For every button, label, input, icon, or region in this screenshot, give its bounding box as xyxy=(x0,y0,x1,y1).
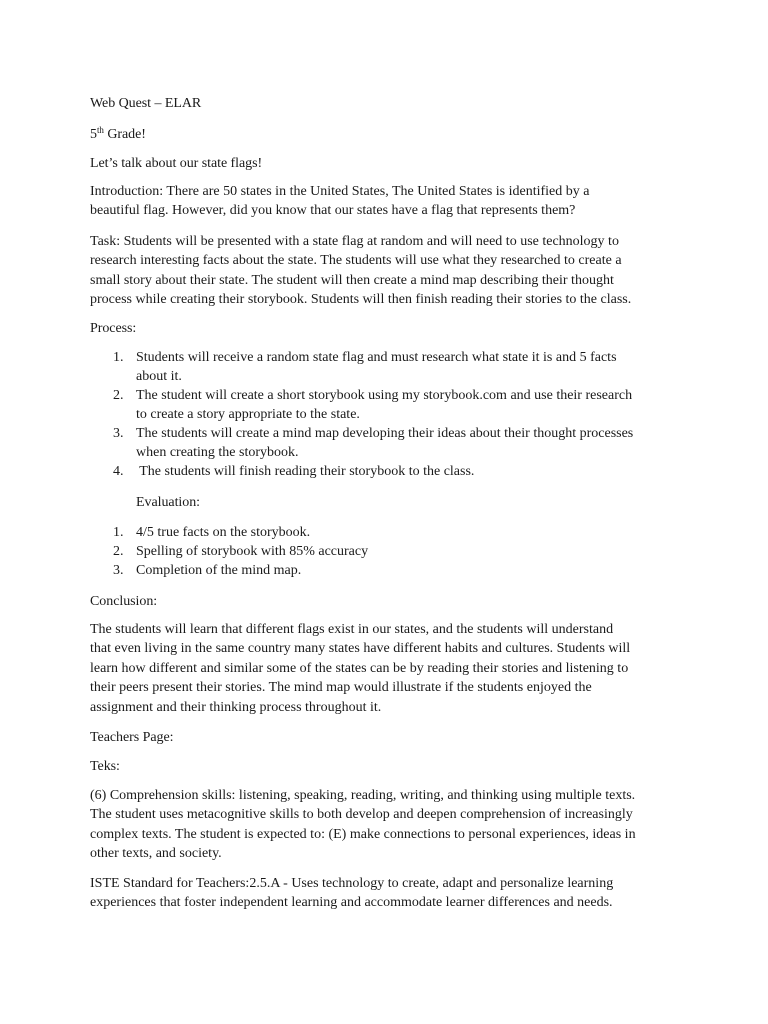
list-item-text: The students will create a mind map developing their ideas about their thought processes xyxy=(136,426,634,441)
introduction-line: Introduction: There are 50 states in the United States, The United States is identified by a xyxy=(90,184,590,199)
list-item-text: The students will finish reading their storybook to the class. xyxy=(136,464,475,479)
task-line: process while creating their storybook. Students will then finish reading their stories to the class. xyxy=(90,292,632,308)
conclusion-paragraph xyxy=(90,620,690,717)
list-number: 3. xyxy=(113,563,124,578)
iste-paragraph xyxy=(90,874,690,913)
list-item-text: 4/5 true facts on the storybook. xyxy=(136,525,311,540)
list-item xyxy=(90,561,690,580)
teks-line: other texts, and society. xyxy=(90,846,222,862)
teks-heading: Teks: xyxy=(90,759,120,774)
teks-line: The student uses metacognitive skills to both develop and deepen comprehension of increasingly xyxy=(90,807,633,823)
grade-word: Grade! xyxy=(107,127,146,142)
process-heading: Process: xyxy=(90,321,137,336)
teachers-page-heading: Teachers Page: xyxy=(90,730,174,745)
list-item-text: to create a story appropriate to the state. xyxy=(136,407,360,422)
task-line: research interesting facts about the state. The students will use what they researched to create a xyxy=(90,253,622,269)
evaluation-heading: Evaluation: xyxy=(136,495,200,510)
list-number: 4. xyxy=(113,464,124,479)
evaluation-list xyxy=(90,523,690,580)
list-item xyxy=(90,424,690,462)
conclusion-heading: Conclusion: xyxy=(90,594,158,609)
conclusion-line: assignment and their thinking process throughout it. xyxy=(90,699,382,715)
grade-number: 5 xyxy=(90,127,97,142)
list-item-text: Completion of the mind map. xyxy=(136,563,302,578)
list-item-text: when creating the storybook. xyxy=(136,445,299,460)
teks-line: complex texts. The student is expected to: (E) make connections to personal experiences, ideas in xyxy=(90,826,636,842)
list-number: 2. xyxy=(113,388,124,403)
document-subtitle: Let’s talk about our state flags! xyxy=(90,156,263,171)
list-item-text: Students will receive a random state flag and must research what state it is and 5 facts xyxy=(136,350,617,365)
introduction-paragraph xyxy=(90,182,690,221)
list-number: 2. xyxy=(113,544,124,559)
introduction-line: beautiful flag. However, did you know that our states have a flag that represents them? xyxy=(90,203,576,219)
list-item xyxy=(90,348,690,386)
list-item xyxy=(90,523,690,542)
process-list xyxy=(90,348,690,481)
list-number: 1. xyxy=(113,350,124,365)
grade-line xyxy=(90,125,146,144)
teks-paragraph xyxy=(90,786,690,864)
conclusion-line: The students will learn that different flags exist in our states, and the students will understand xyxy=(90,622,614,637)
list-number: 3. xyxy=(113,426,124,441)
list-item xyxy=(90,386,690,424)
grade-suffix: th xyxy=(96,125,104,135)
task-paragraph xyxy=(90,232,690,310)
teks-line: (6) Comprehension skills: listening, speaking, reading, writing, and thinking using multiple texts. xyxy=(90,788,636,803)
list-item xyxy=(90,462,690,481)
conclusion-line: their peers present their stories. The mind map would illustrate if the students enjoyed the xyxy=(90,680,592,696)
list-item-text: about it. xyxy=(136,369,182,384)
iste-line: experiences that foster independent learning and accommodate learner differences and needs. xyxy=(90,895,613,911)
list-item-text: The student will create a short storybook using my storybook.com and use their research xyxy=(136,388,633,403)
task-line: small story about their state. The student will then create a mind map describing their thought xyxy=(90,272,614,288)
iste-line: ISTE Standard for Teachers:2.5.A - Uses technology to create, adapt and personalize learning xyxy=(90,876,614,891)
list-item-text: Spelling of storybook with 85% accuracy xyxy=(136,544,369,559)
conclusion-line: that even living in the same country many states have different habits and cultures. Students will xyxy=(90,641,631,657)
document-title: Web Quest – ELAR xyxy=(90,96,202,111)
list-number: 1. xyxy=(113,525,124,540)
conclusion-line: learn how different and similar some of the states can be by reading their stories and listening to xyxy=(90,660,629,676)
list-item xyxy=(90,542,690,561)
task-line: Task: Students will be presented with a state flag at random and will need to use technology to xyxy=(90,234,619,249)
